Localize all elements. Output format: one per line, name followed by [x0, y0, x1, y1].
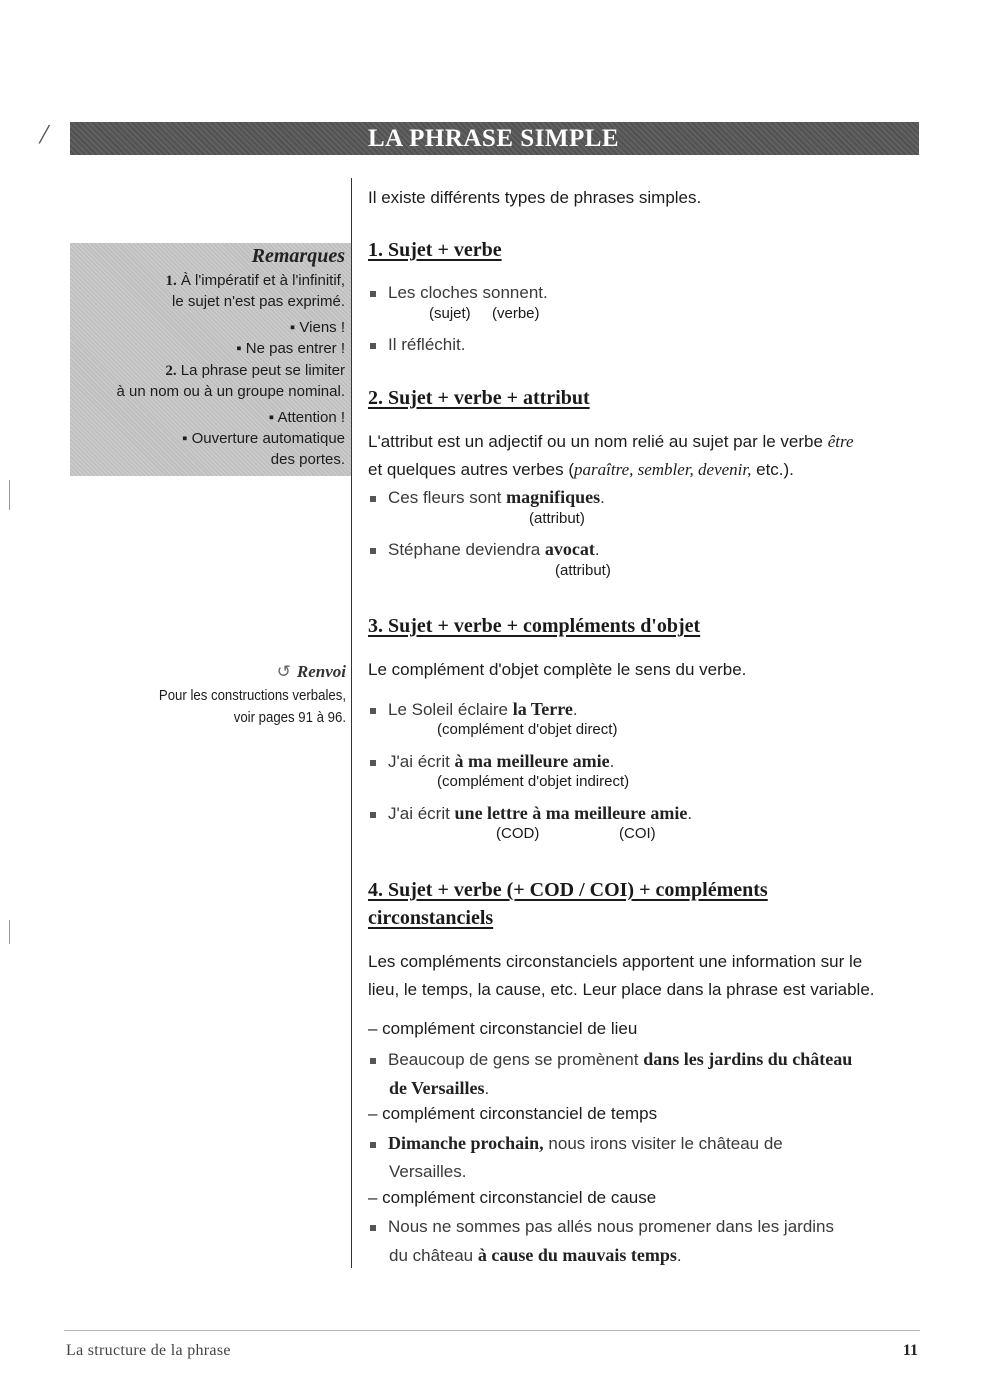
margin-mark: [9, 480, 10, 510]
grammar-label: (complément d'objet direct): [437, 721, 618, 738]
renvoi-line: Pour les constructions verbales,: [158, 687, 346, 704]
remark-example: ▪ Viens !: [289, 319, 345, 336]
refresh-arrow-icon: ↺: [276, 662, 291, 681]
example-text: .: [594, 540, 600, 559]
remark-example-text: Ne pas entrer !: [245, 340, 345, 357]
example-text: J'ai écrit: [388, 752, 455, 771]
example: [368, 1045, 920, 1103]
example: [368, 537, 920, 562]
example-text: .: [572, 700, 578, 719]
grammar-label: (sujet): [429, 305, 471, 322]
paragraph-line: Les compléments circonstanciels apportent une information sur le: [368, 952, 863, 971]
corner-mark: /: [37, 117, 52, 152]
grammar-label: (attribut): [555, 562, 611, 579]
remarks-title: Remarques: [251, 245, 345, 267]
remark-2: [70, 360, 345, 382]
grammar-label: (attribut): [529, 510, 585, 527]
bullet-icon: [370, 708, 376, 714]
example-highlight: à cause du mauvais temps: [477, 1245, 677, 1265]
example-text: Les cloches sonnent.: [388, 283, 548, 302]
bullet-icon: [370, 1058, 376, 1064]
bullet-icon: [370, 1142, 376, 1148]
example-text: .: [484, 1079, 490, 1098]
remark-1-number: 1.: [165, 273, 177, 289]
example-text: Nous ne sommes pas allés nous promener dans les jardins: [388, 1217, 835, 1236]
grammar-label: (COD): [496, 825, 540, 842]
bullet-icon: [370, 812, 376, 818]
complement-type: – complément circonstanciel de cause: [368, 1188, 657, 1207]
heading-line: circonstanciels: [368, 907, 494, 929]
paragraph-text: et quelques autres verbes (: [368, 460, 575, 479]
paragraph-text: etc.).: [751, 460, 794, 479]
remark-2-text: La phrase peut se limiter: [180, 362, 345, 379]
example-text: .: [609, 752, 615, 771]
paragraph-italic: paraître, sembler, devenir,: [574, 460, 752, 479]
section-3-paragraph: Le complément d'objet complète le sens du verbe.: [368, 660, 747, 679]
renvoi-text: [70, 685, 346, 729]
example-highlight: magnifiques: [506, 487, 601, 507]
example-text: .: [600, 488, 605, 507]
bullet-icon: [370, 343, 376, 349]
example-highlight: avocat: [544, 539, 595, 559]
remark-example: ▪ Attention !: [268, 409, 345, 426]
example-highlight: à ma meilleure amie: [454, 751, 610, 771]
remark-1-text-b: le sujet n'est pas exprimé.: [172, 293, 345, 310]
example-highlight: la Terre: [512, 699, 573, 719]
complement-type: – complément circonstanciel de lieu: [368, 1019, 638, 1038]
example-highlight: de Versailles: [389, 1078, 485, 1098]
remark-example-text: Viens !: [299, 319, 345, 336]
bullet-icon: [370, 548, 376, 554]
section-4-heading: [368, 876, 920, 932]
grammar-label: (COI): [619, 825, 656, 842]
section-1-heading: 1. Sujet + verbe: [368, 239, 502, 261]
example-text: Beaucoup de gens se promènent: [388, 1050, 644, 1069]
bullet-icon: [370, 291, 376, 297]
grammar-label: (complément d'objet indirect): [437, 773, 630, 790]
remark-example: ▪ Ne pas entrer !: [236, 340, 345, 357]
bullet-icon: [370, 760, 376, 766]
example-text: nous irons visiter le château de: [543, 1134, 783, 1153]
heading-line: 4. Sujet + verbe (+ COD / COI) + compléments: [368, 879, 768, 901]
section-3-heading: 3. Sujet + verbe + compléments d'objet: [368, 615, 701, 637]
example-highlight: dans les jardins du château: [643, 1049, 853, 1069]
page-title: LA PHRASE SIMPLE: [368, 125, 620, 152]
remark-1: [70, 270, 345, 292]
margin-mark: [9, 920, 10, 944]
example-text: Versailles.: [389, 1162, 467, 1181]
renvoi-title: [70, 662, 346, 682]
example: [368, 485, 920, 510]
example-highlight: Dimanche prochain,: [388, 1133, 544, 1153]
footer-divider: [64, 1330, 920, 1331]
paragraph-text: L'attribut est un adjectif ou un nom relié au sujet par le verbe: [368, 432, 823, 451]
remark-1-text: À l'impératif et à l'infinitif,: [180, 272, 345, 289]
section-2-paragraph: [368, 428, 920, 484]
grammar-label: (verbe): [492, 305, 540, 322]
remark-example-text: Ouverture automatique: [191, 430, 345, 447]
example-text: Ces fleurs sont: [388, 488, 507, 507]
footer-chapter-title: La structure de la phrase: [66, 1342, 231, 1359]
example-text: Stéphane deviendra: [388, 540, 545, 559]
example-text: Le Soleil éclaire: [388, 700, 513, 719]
remark-2-number: 2.: [165, 363, 177, 379]
remark-example-cont: des portes.: [270, 451, 345, 468]
bullet-icon: [370, 496, 376, 502]
column-divider: [351, 178, 352, 1268]
example-text: .: [676, 1246, 682, 1265]
complement-type: – complément circonstanciel de temps: [368, 1104, 658, 1123]
remark-2-text-b: à un nom ou à un groupe nominal.: [116, 383, 345, 400]
example: [368, 1129, 920, 1186]
bullet-icon: [370, 1225, 376, 1231]
paragraph-italic: être: [827, 432, 854, 451]
page-number: 11: [902, 1342, 918, 1359]
section-2-heading: 2. Sujet + verbe + attribut: [368, 387, 590, 409]
remark-example: ▪ Ouverture automatique: [182, 430, 345, 447]
example-highlight: une lettre à ma meilleure amie: [454, 803, 688, 823]
example-text: Il réfléchit.: [388, 335, 466, 354]
intro-text: Il existe différents types de phrases simples.: [368, 188, 702, 207]
section-4-paragraph: [368, 948, 920, 1004]
example-text: du château: [389, 1246, 478, 1265]
example: [368, 697, 920, 722]
renvoi-line: voir pages 91 à 96.: [233, 709, 346, 726]
example: [368, 749, 920, 774]
example: [368, 281, 920, 305]
example: [368, 801, 920, 826]
remark-example-text: Attention !: [277, 409, 345, 426]
example: [368, 333, 920, 357]
example: [368, 1213, 920, 1270]
example-text: J'ai écrit: [388, 804, 455, 823]
renvoi-label: Renvoi: [296, 662, 346, 681]
example-text: .: [687, 804, 693, 823]
paragraph-line: lieu, le temps, la cause, etc. Leur place dans la phrase est variable.: [368, 980, 875, 999]
